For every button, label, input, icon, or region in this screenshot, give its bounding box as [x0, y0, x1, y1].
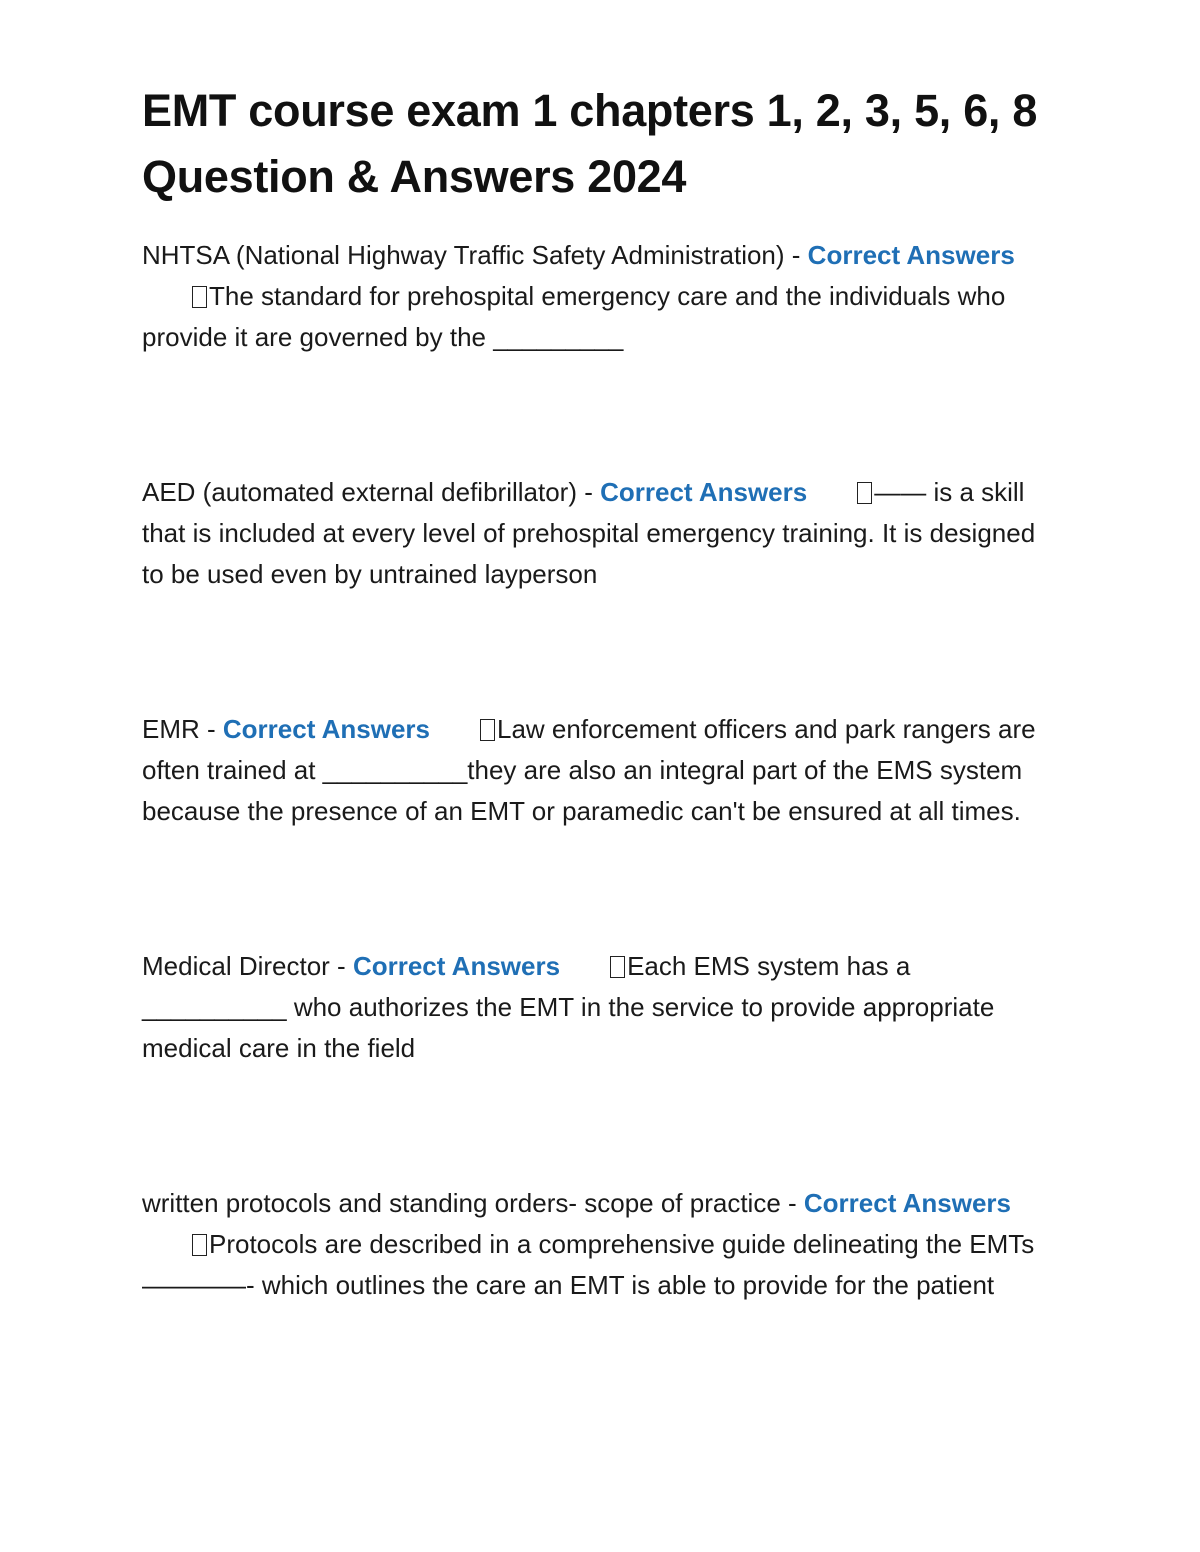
qa-term: Medical Director — [142, 951, 330, 981]
correct-answers-label: Correct Answers — [600, 477, 808, 507]
missing-glyph-box-icon — [192, 1234, 207, 1256]
qa-item — [142, 472, 1062, 595]
qa-term: written protocols and standing orders- scope of practice — [142, 1188, 781, 1218]
qa-question: Law enforcement officers and park rangers are often trained at __________they are also an integral part of the EMS system because the presence of an EMT or paramedic can't be ensured at all times. — [142, 714, 1036, 826]
missing-glyph-box-icon — [857, 482, 872, 504]
missing-glyph-box-icon — [480, 719, 495, 741]
qa-question: —— is a skill that is included at every level of prehospital emergency training. It is designed to be used even by untrained layperson — [142, 477, 1036, 589]
qa-question: Each EMS system has a __________ who authorizes the EMT in the service to provide appropriate medical care in the field — [142, 951, 995, 1063]
missing-glyph-box-icon — [610, 956, 625, 978]
qa-item — [142, 235, 1062, 358]
qa-question: Protocols are described in a comprehensive guide delineating the EMTs ————- which outlines the care an EMT is able to provide for the patient — [142, 1229, 1035, 1300]
qa-term: AED (automated external defibrillator) — [142, 477, 577, 507]
qa-separator: - — [784, 240, 808, 270]
correct-answers-label: Correct Answers — [352, 951, 561, 981]
document-title: EMT course exam 1 chapters 1, 2, 3, 5, 6, 8 Question & Answers 2024 — [142, 85, 1038, 202]
qa-item — [142, 1183, 1062, 1306]
correct-answers-label: Correct Answers — [807, 240, 1015, 270]
qa-term: NHTSA (National Highway Traffic Safety Administration) — [142, 240, 785, 270]
qa-separator: - — [199, 714, 223, 744]
qa-item — [142, 946, 1062, 1069]
document-page — [142, 78, 1062, 1420]
qa-item — [142, 709, 1062, 832]
qa-separator: - — [780, 1188, 804, 1218]
qa-separator: - — [576, 477, 601, 507]
qa-separator: - — [329, 951, 353, 981]
correct-answers-label: Correct Answers — [803, 1188, 1012, 1218]
correct-answers-label: Correct Answers — [222, 714, 431, 744]
qa-term: EMR — [142, 714, 200, 744]
qa-question: The standard for prehospital emergency care and the individuals who provide it are governed by the _________ — [142, 281, 1006, 352]
missing-glyph-box-icon — [192, 286, 207, 308]
